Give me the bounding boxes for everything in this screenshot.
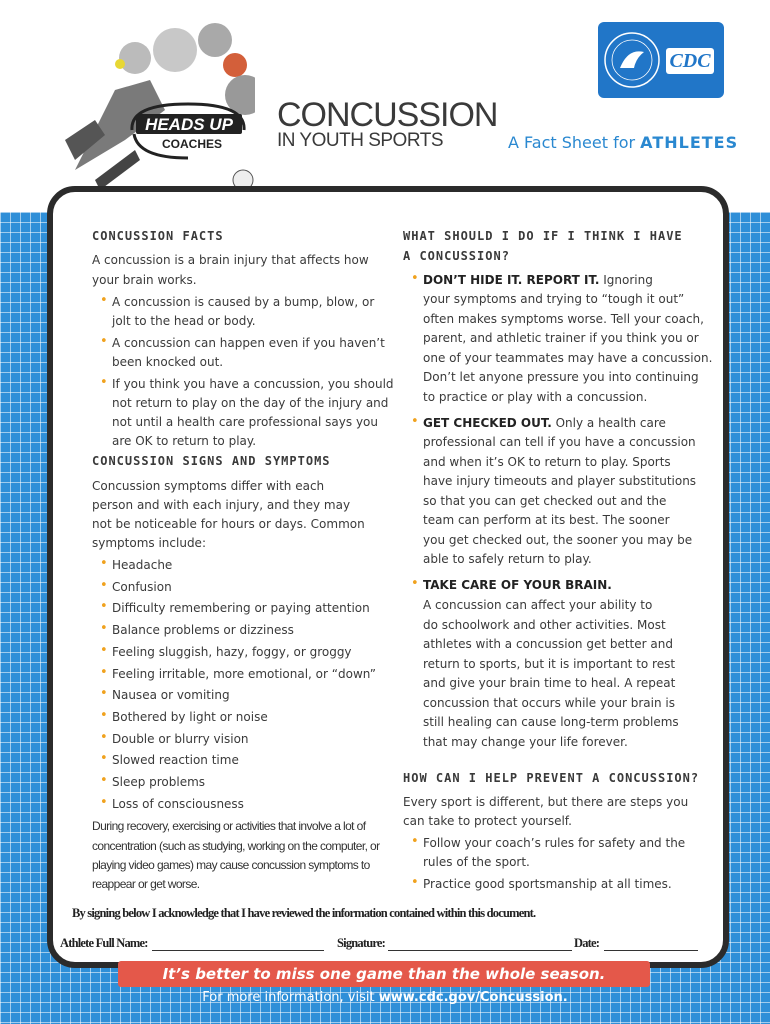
checked-line: have injury timeouts and player substitutions	[423, 474, 697, 488]
bullet-dot: •	[100, 642, 108, 658]
cdc-logo	[598, 22, 724, 98]
checked-line: so that you can get checked out and the	[423, 493, 667, 508]
date-label: Date:	[574, 936, 600, 950]
bullet-dot: •	[100, 375, 108, 390]
page-title: CONCUSSION	[277, 96, 498, 134]
symptom-item: Slowed reaction time	[112, 753, 239, 768]
footer-url-link[interactable]: www.cdc.gov/Concussion.	[378, 990, 568, 1005]
recovery-note-2: concentration (such as studying, working on the computer, or	[92, 839, 380, 853]
brand-line1: HEADS UP	[145, 115, 233, 134]
heads-up-logo	[128, 100, 248, 162]
signs-intro-3: not be noticeable for hours or days. Common	[92, 517, 365, 531]
bullet-dot: •	[100, 556, 108, 571]
facts-bullet-3-line-1: If you think you have a concussion, you should	[112, 377, 394, 391]
checked-line: you get checked out, the sooner you may be	[423, 532, 693, 547]
facts-heading: CONCUSSION FACTS	[92, 229, 224, 243]
cdc-logo-text: CDC	[666, 48, 714, 74]
recovery-note-1: During recovery, exercising or activities that involve a lot of	[92, 819, 366, 833]
checked-lead: Only a health care	[555, 416, 666, 430]
care-line: still healing can cause long-term problems	[423, 715, 679, 729]
facts-intro-1: A concussion is a brain injury that affects how	[92, 253, 369, 267]
bullet-dot: •	[411, 271, 419, 286]
fact-sheet-prefix: A Fact Sheet for	[508, 133, 636, 152]
report-line-lead	[423, 270, 653, 291]
symptom-item: Confusion	[112, 579, 172, 594]
care-line: athletes with a concussion get better and	[423, 637, 673, 651]
symptom-item: Nausea or vomiting	[112, 688, 230, 703]
facts-bullet-3-line-4: are OK to return to play.	[112, 434, 257, 448]
bullet-dot: •	[100, 773, 108, 788]
care-line-lead	[423, 575, 612, 596]
checked-line: and when it’s OK to return to play. Sports	[423, 454, 671, 469]
what-heading-1: WHAT SHOULD I DO IF I THINK I HAVE	[403, 229, 683, 243]
symptom-item: Headache	[112, 558, 173, 572]
facts-bullet-1-line-2: jolt to the head or body.	[112, 314, 256, 328]
bullet-dot: •	[100, 599, 108, 615]
care-line: concussion that occurs while your brain is	[423, 695, 675, 710]
facts-bullet-3-line-2: not return to play on the day of the injury and	[112, 396, 389, 410]
symptom-item: Loss of consciousness	[112, 796, 244, 811]
checked-line: team can perform at its best. The sooner	[423, 513, 670, 527]
acknowledge-text: By signing below I acknowledge that I have reviewed the information contained within this document.	[72, 906, 536, 920]
report-line: your symptoms and trying to “tough it out”	[423, 292, 685, 306]
facts-bullet-2-line-2: been knocked out.	[112, 355, 224, 369]
checked-key: GET CHECKED OUT.	[423, 416, 552, 430]
footer-info	[0, 990, 770, 1005]
signature-label: Signature:	[337, 936, 386, 950]
symptom-item: Difficulty remembering or paying attention	[112, 601, 370, 616]
bullet-dot: •	[100, 794, 108, 810]
bullet-dot: •	[100, 686, 108, 702]
date-field[interactable]	[604, 950, 698, 951]
report-lead: Ignoring	[603, 273, 653, 287]
bullet-dot: •	[100, 621, 108, 637]
bullet-dot: •	[100, 751, 108, 767]
report-line: one of your teammates may have a concussion.	[423, 350, 713, 365]
checked-line-lead	[423, 413, 666, 434]
footer-info-prefix: For more information, visit	[202, 990, 375, 1005]
symptom-item: Balance problems or dizziness	[112, 623, 294, 638]
care-line: that may change your life forever.	[423, 734, 628, 749]
recovery-note-3: playing video games) may cause concussion symptoms to	[92, 858, 370, 872]
bullet-dot: •	[411, 875, 419, 890]
facts-intro-2: your brain works.	[92, 273, 197, 287]
report-line: to practice or play with a concussion.	[423, 389, 648, 404]
prevent-heading: HOW CAN I HELP PREVENT A CONCUSSION?	[403, 771, 700, 785]
symptom-item: Bothered by light or noise	[112, 709, 268, 724]
prevent-intro-1: Every sport is different, but there are steps you	[403, 795, 689, 809]
bullet-dot: •	[100, 293, 108, 308]
what-heading-2: A CONCUSSION?	[403, 249, 510, 263]
report-key: DON’T HIDE IT. REPORT IT.	[423, 273, 600, 287]
symptom-item: Sleep problems	[112, 775, 206, 789]
recovery-note-4: reappear or get worse.	[92, 877, 200, 891]
fact-sheet-audience: ATHLETES	[640, 133, 739, 152]
signature-field[interactable]	[388, 950, 572, 951]
bullet-dot: •	[100, 707, 108, 723]
report-line: parent, and athletic trainer if you think you or	[423, 331, 699, 345]
symptom-item: Feeling irritable, more emotional, or “down”	[112, 666, 376, 681]
report-line: often makes symptoms worse. Tell your coach,	[423, 311, 704, 326]
bullet-dot: •	[100, 334, 108, 349]
prevent-bullet-1-line-1: Follow your coach’s rules for safety and the	[423, 836, 686, 850]
facts-bullet-3-line-3: not until a health care professional says you	[112, 415, 378, 429]
signs-intro-2: person and with each injury, and they may	[92, 498, 351, 512]
prevent-intro-2: can take to protect yourself.	[403, 814, 572, 828]
bullet-dot: •	[100, 729, 108, 745]
care-key: TAKE CARE OF YOUR BRAIN.	[423, 578, 612, 592]
slogan-banner: It’s better to miss one game than the whole season.	[118, 961, 650, 987]
care-line: do schoolwork and other activities. Most	[423, 617, 666, 632]
bullet-dot: •	[100, 664, 108, 680]
care-line: and give your brain time to heal. A repeat	[423, 676, 676, 690]
bullet-dot: •	[411, 414, 419, 429]
care-line: return to sports, but it is important to rest	[423, 656, 676, 671]
checked-line: professional can tell if you have a concussion	[423, 435, 696, 449]
brand-line2: COACHES	[161, 137, 223, 151]
signs-intro-4: symptoms include:	[92, 536, 206, 550]
signs-heading: CONCUSSION SIGNS AND SYMPTOMS	[92, 454, 331, 468]
athlete-name-field[interactable]	[152, 950, 324, 951]
page-subtitle: IN YOUTH SPORTS	[277, 130, 443, 151]
athlete-name-label: Athlete Full Name:	[60, 936, 148, 950]
report-line: Don’t let anyone pressure you into continuing	[423, 370, 699, 384]
bullet-dot: •	[411, 834, 419, 849]
facts-bullet-1-line-1: A concussion is caused by a bump, blow, or	[112, 295, 375, 309]
checked-line: able to safely return to play.	[423, 552, 592, 566]
prevent-bullet-1-line-2: rules of the sport.	[423, 855, 530, 869]
fact-sheet-label	[508, 133, 738, 152]
bullet-dot: •	[100, 577, 108, 593]
care-line: A concussion can affect your ability to	[423, 598, 653, 612]
bullet-dot: •	[411, 576, 419, 591]
symptom-item: Feeling sluggish, hazy, foggy, or groggy	[112, 644, 352, 659]
prevent-bullet-2: Practice good sportsmanship at all times.	[423, 877, 672, 891]
signs-intro-1: Concussion symptoms differ with each	[92, 479, 325, 493]
symptom-item: Double or blurry vision	[112, 731, 249, 746]
facts-bullet-2-line-1: A concussion can happen even if you haven’t	[112, 336, 385, 350]
